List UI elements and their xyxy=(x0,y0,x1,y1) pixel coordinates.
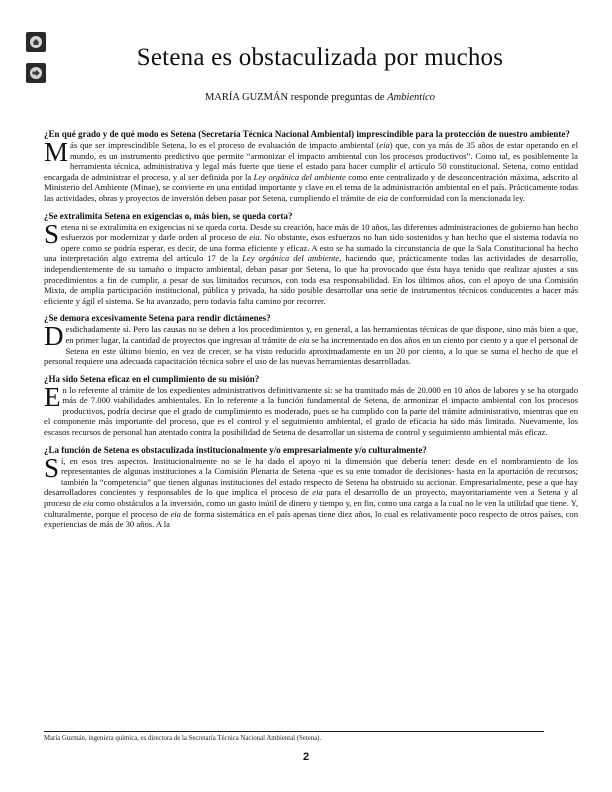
italic-term: eia xyxy=(377,192,388,203)
drop-cap: M xyxy=(44,137,69,167)
answer-text: como ente centralizado y de desconcentración máxima, adscrito al Ministerio del Ambiente (Minae), se convierte en una entidad importante y clave en el tema de la administración ambiental en el país. Prácticamente todas las actividades, obras y proyectos de inversión deben pasar por Setena, cumpliendo el trámite de xyxy=(44,171,578,203)
drop-cap: D xyxy=(44,321,64,352)
drop-cap: E xyxy=(44,381,61,412)
answer-text: , haciendo que, prácticamente todas las actividades de desarrollo, independientemente de su tamaño o impacto ambiental, deban pasar por Setena, lo que ha provocado que ésta haya tenido que realizar ajustes a sus procedimientos a fin de cumplir, a pesar de sus limitados recursos, con toda esa responsabilidad. En los últimos años, con el apoyo de una Comisión Mixta, de amplia participación institucional, pública y privada, ha sido posible desarrollar una serie de instrumentos técnicos conducentes a hacer más eficiente y ágil el sistema. Se ha avanzado, pero todavía falta camino por recorrer. xyxy=(44,253,578,306)
answer-paragraph xyxy=(44,137,578,204)
answer-text: se ha incrementado en dos años en un ciento por ciento y a que el personal de Setena en este último bienio, en vez de crecer, se ha visto reducido aproximadamente en un 20 por ciento, a lo que se suma el hecho de que el personal requiere una adecuada capacitación técnica sobre el uso de las nuevas herramientas desarrolladas. xyxy=(44,334,578,367)
answer-paragraph xyxy=(44,452,578,530)
byline-prefix: MARÍA GUZMÁN responde preguntas de xyxy=(204,92,388,103)
answer-text: í, en esos tres aspectos. Institucionalmente no se le ha dado el apoyo ni la dimensión que debería tener: desde en el nombramiento de los representantes de algunas instituciones a la Comisión Plenaria de Setena -que es su ente tomador de decisiones- hasta en la aportación de recursos; también la “competencia” que tienen algunas instituciones del estado respecto de Setena ha obstruido su accionar. Empresarialmente, pese a que hay desarrolladores concientes y responsables de lo que implica el proceso de xyxy=(44,455,578,498)
qa-section xyxy=(44,211,578,307)
page-title: Setena es obstaculizada por muchos xyxy=(136,44,504,71)
italic-term: eia xyxy=(83,498,94,509)
italic-term: Ley orgánica del ambiente xyxy=(242,253,340,264)
home-icon xyxy=(29,35,43,49)
italic-term: eia xyxy=(249,232,260,243)
footnote-divider xyxy=(44,731,544,732)
drop-cap: S xyxy=(44,218,60,249)
qa-section xyxy=(44,374,578,438)
answer-paragraph xyxy=(44,381,578,438)
answer-text: etena ni se extralimita en exigencias ni se queda corta. Desde su creación, hace más de 10 años, las diferentes administraciones de gobierno han hecho esfuerzos por modernizar y darle orden al proceso de xyxy=(61,221,578,243)
question-heading: ¿Se demora excesivamente Setena para rendir dictámenes? xyxy=(44,313,271,324)
qa-section xyxy=(44,129,578,204)
qa-section xyxy=(44,445,578,530)
question-heading: ¿En qué grado y de qué modo es Setena (Secretaría Técnica Nacional Ambiental) imprescindible para la protección de nuestro ambiente? xyxy=(44,129,570,139)
answer-text: de forma sistemática en el país apenas tiene diez años, lo cual es relativamente poco respecto de otros países, con experiencias de más de 30 años. A la xyxy=(44,508,578,530)
italic-term: eia xyxy=(298,334,310,345)
answer-text: n lo referente al trámite de los expedientes administrativos definitivamente sí: se ha tramitado más de 20.000 en 10 años de labores y se ha otorgado más de 7.000 viabilidades ambientales. En lo referente a la función fundamental de Setena, de armonizar el impacto ambiental con los procesos productivos, podría decirse que el grado de cumplimiento es moderado, pues se ha cumplido con la parte del trámite administrativo, mientras que en el componente más importante del proceso, que es el control y el seguimiento ambiental, el grado de eficacia ha sido más limitado. Nuevamente, los escasos recursos de personal han atentado contra la posibilidad de Setena de desarrollar un sistema de control y seguimiento ambiental más eficaz. xyxy=(44,384,578,438)
page-number: 2 xyxy=(302,751,310,763)
question-heading: ¿Ha sido Setena eficaz en el cumplimiento de su misión? xyxy=(44,373,260,384)
answer-text: como obstáculos a la inversión, como un gasto inútil de dinero y tiempo y, en fin, como una carga a la cual no le ven la utilidad que tiene. Y, culturalmente, porque el proceso de xyxy=(44,498,578,519)
drop-cap: S xyxy=(44,452,60,483)
italic-term: eia xyxy=(312,487,323,498)
arrow-right-icon xyxy=(29,66,43,80)
question-heading: ¿La función de Setena es obstaculizada institucionalmente y/o empresarialmente y/o culturalmente? xyxy=(44,444,427,455)
answer-text: para el desarrollo de un proyecto, mayoritariamente ven a Setena y al proceso de xyxy=(44,487,578,509)
answer-paragraph xyxy=(44,218,579,307)
home-button[interactable] xyxy=(26,32,46,52)
question-heading: ¿Se extralimita Setena en exigencias o, más bien, se queda corta? xyxy=(44,210,293,221)
italic-term: eia xyxy=(379,140,390,150)
italic-term: eia xyxy=(170,508,181,519)
byline xyxy=(70,92,570,103)
next-page-button[interactable] xyxy=(26,63,46,83)
qa-section xyxy=(44,313,578,366)
answer-paragraph xyxy=(44,321,578,367)
answer-text: ás que ser imprescindible Setena, lo es el proceso de evaluación de impacto ambiental ( xyxy=(70,140,380,150)
answer-text: de conformidad con la mencionada ley. xyxy=(387,192,526,203)
answer-text: ) que, con ya más de 35 años de estar operando en el mundo, es un instrumento predictivo que permite “armonizar el impacto ambiental con los procesos productivos”. Como tal, es posiblemente la herramienta técnica, administrativa y legal más fuerte que tiene el estado para hacer cumplir el artículo 50 constitucional. Setena, como entidad encargada de administrar el proceso, y al ser definida por la xyxy=(44,140,578,182)
footnote: María Guzmán, ingeniera química, es directora de la Secretaría Técnica Nacional Ambiental (Setena). xyxy=(44,735,322,742)
byline-publication: Ambientico xyxy=(387,92,436,103)
interview-body xyxy=(44,129,578,537)
answer-text: . No obstante, esos esfuerzos no han sido sostenidos y han hecho que el sistema todavía no opere como se podría esperar, es decir, de una forma eficiente y eficaz. A esto se ha sumado la circunstancia de que la Sala Constitucional ha hecho una interpretación algo extrema del artículo 17 de la xyxy=(44,232,579,264)
italic-term: Ley orgánica del ambiente xyxy=(253,171,346,182)
answer-text: esdichadamente sí. Pero las causas no se deben a los procedimientos y, en general, a las herramientas técnicas de que dispone, sino más bien a que, en primer lugar, la cantidad de proyectos que ingresan al trámite de xyxy=(65,324,578,345)
